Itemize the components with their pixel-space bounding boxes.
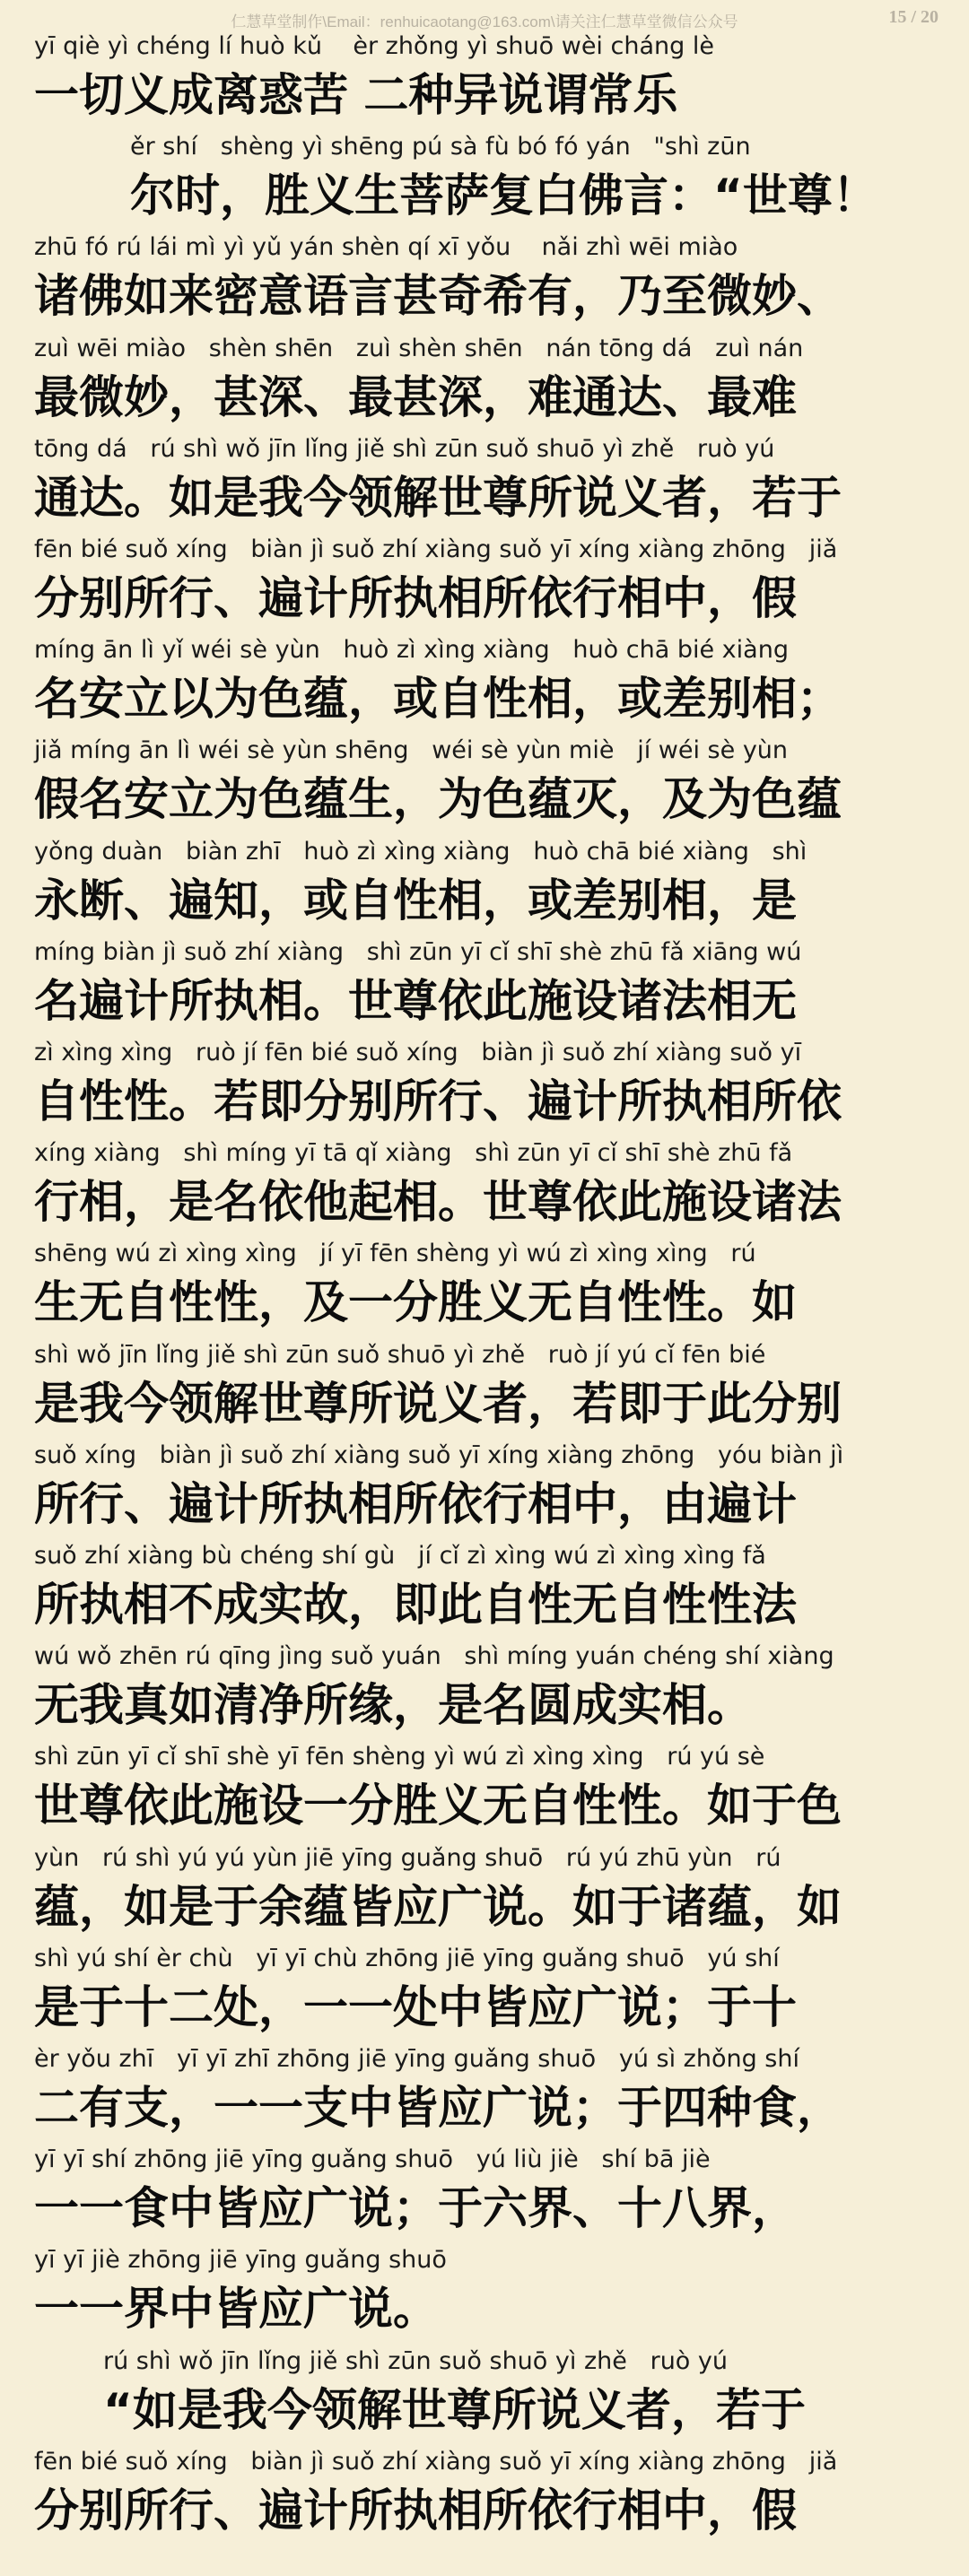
pinyin-line: fēn bié suǒ xíng biàn jì suǒ zhí xiàng suǒ yī xíng xiàng zhōng jiǎ xyxy=(34,2447,838,2476)
text-line xyxy=(34,1739,938,1840)
text-line xyxy=(34,2444,938,2545)
pinyin-line: zuì wēi miào shèn shēn zuì shèn shēn nán tōng dá zuì nán xyxy=(34,334,804,362)
hanzi-line: 所行、遍计所执相所依行相中，由遍计 xyxy=(34,1477,797,1530)
pinyin-line: shì zūn yī cǐ shī shè yī fēn shèng yì wú zì xìng xìng rú yú sè xyxy=(34,1743,765,1771)
hanzi-line: 二有支，一一支中皆应广说；于四种食， xyxy=(34,2082,842,2134)
hanzi-line: 诸佛如来密意语言甚奇希有，乃至微妙、 xyxy=(34,270,842,323)
pinyin-line: yī yī shí zhōng jiē yīng guǎng shuō yú liù jiè shí bā jiè xyxy=(34,2145,711,2174)
pinyin-line: yùn rú shì yú yú yùn jiē yīng guǎng shuō rú yú zhū yùn rú xyxy=(34,1843,781,1872)
pinyin-line: míng biàn jì suǒ zhí xiàng shì zūn yī cǐ shī shè zhū fǎ xiāng wú xyxy=(34,937,802,966)
pinyin-line: shì wǒ jīn lǐng jiě shì zūn suǒ shuō yì zhě ruò jí yú cǐ fēn bié xyxy=(34,1340,766,1369)
hanzi-line: 生无自性性，及一分胜义无自性性。如 xyxy=(34,1276,797,1329)
hanzi-line: 行相，是名依他起相。世尊依此施设诸法 xyxy=(34,1176,842,1229)
hanzi-line: 分别所行、遍计所执相所依行相中，假 xyxy=(34,572,797,624)
text-line xyxy=(34,834,938,935)
pinyin-line: jiǎ míng ān lì wéi sè yùn shēng wéi sè yùn miè jí wéi sè yùn xyxy=(34,736,789,765)
text-line xyxy=(34,733,938,833)
hanzi-line: 假名安立为色蕴生，为色蕴灭，及为色蕴 xyxy=(34,773,842,826)
pinyin-line: rú shì wǒ jīn lǐng jiě shì zūn suǒ shuō yì zhě ruò yú xyxy=(103,2346,729,2375)
hanzi-line: 蕴，如是于余蕴皆应广说。如于诸蕴，如 xyxy=(34,1880,842,1933)
pinyin-line: tōng dá rú shì wǒ jīn lǐng jiě shì zūn suǒ shuō yì zhě ruò yú xyxy=(34,434,775,463)
pinyin-line: zhū fó rú lái mì yì yǔ yán shèn qí xī yǒu nǎi zhì wēi miào xyxy=(34,233,738,262)
pinyin-line: zì xìng xìng ruò jí fēn bié suǒ xíng biàn jì suǒ zhí xiàng suǒ yī xyxy=(34,1039,802,1066)
text-line xyxy=(34,431,938,532)
pinyin-line: xíng xiàng shì míng yī tā qǐ xiàng shì zūn yī cǐ shī shè zhū fǎ xyxy=(34,1139,793,1168)
pinyin-line: yī qiè yì chéng lí huò kǔ èr zhǒng yì shuō wèi cháng lè xyxy=(34,32,714,60)
hanzi-line: 最微妙，甚深、最甚深，难通达、最难 xyxy=(34,370,797,423)
pinyin-line: wú wǒ zhēn rú qīng jìng suǒ yuán shì míng yuán chéng shí xiàng xyxy=(34,1642,834,1671)
pinyin-line: èr yǒu zhī yī yī zhī zhōng jiē yīng guǎng shuō yú sì zhǒng shí xyxy=(34,2045,799,2073)
text-line xyxy=(34,935,938,1035)
text-line xyxy=(130,129,938,230)
hanzi-line: 是我今领解世尊所说义者，若即于此分别 xyxy=(34,1377,842,1430)
hanzi-line: 尔时，胜义生菩萨复白佛言：“世尊！ xyxy=(130,170,877,222)
hanzi-line: 自性性。若即分别所行、遍计所执相所依 xyxy=(34,1075,842,1127)
hanzi-line: 永断、遍知，或自性相，或差别相，是 xyxy=(34,874,797,927)
hanzi-line: “如是我今领解世尊所说义者，若于 xyxy=(103,2383,806,2436)
hanzi-line: 分别所行、遍计所执相所依行相中，假 xyxy=(34,2484,797,2537)
text-line xyxy=(34,2142,938,2242)
hanzi-line: 所执相不成实故，即此自性无自性性法 xyxy=(34,1579,797,1631)
text-line xyxy=(34,1538,938,1639)
hanzi-line: 名安立以为色蕴，或自性相，或差别相； xyxy=(34,673,842,726)
text-line xyxy=(34,1035,938,1136)
text-line xyxy=(34,29,938,129)
text-line xyxy=(34,1941,938,2041)
text-line xyxy=(34,331,938,431)
text-line xyxy=(34,1337,938,1438)
text-line xyxy=(34,632,938,733)
header-watermark-text: 仁慧草堂制作\Email：renhuicaotang@163.com\请关注仁慧草堂微信公众号 xyxy=(231,13,738,30)
pinyin-line: yī yī jiè zhōng jiē yīng guǎng shuō xyxy=(34,2246,447,2275)
pinyin-line: suǒ zhí xiàng bù chéng shí gù jí cǐ zì xìng wú zì xìng xìng fǎ xyxy=(34,1542,766,1570)
page-number: 15 / 20 xyxy=(888,7,938,27)
text-line xyxy=(34,2041,938,2142)
text-line xyxy=(34,1136,938,1236)
text-line xyxy=(34,2242,938,2343)
pinyin-line: míng ān lì yǐ wéi sè yùn huò zì xìng xiàng huò chā bié xiàng xyxy=(34,636,789,665)
pinyin-line: yǒng duàn biàn zhī huò zì xìng xiàng huò chā bié xiàng shì xyxy=(34,837,808,866)
pinyin-line: ěr shí shèng yì shēng pú sà fù bó fó yán "shì zūn xyxy=(130,133,751,161)
pinyin-line: suǒ xíng biàn jì suǒ zhí xiàng suǒ yī xíng xiàng zhōng yóu biàn jì xyxy=(34,1440,844,1469)
text-line xyxy=(34,1639,938,1739)
pinyin-line: fēn bié suǒ xíng biàn jì suǒ zhí xiàng suǒ yī xíng xiàng zhōng jiǎ xyxy=(34,535,838,563)
pinyin-line: shēng wú zì xìng xìng jí yī fēn shèng yì wú zì xìng xìng rú xyxy=(34,1240,756,1268)
hanzi-line: 通达。如是我今领解世尊所说义者，若于 xyxy=(34,471,842,524)
hanzi-line: 一一界中皆应广说。 xyxy=(34,2283,438,2336)
hanzi-line: 无我真如清净所缘，是名圆成实相。 xyxy=(34,1679,752,1732)
text-line xyxy=(34,230,938,330)
pinyin-line: shì yú shí èr chù yī yī chù zhōng jiē yīng guǎng shuō yú shí xyxy=(34,1944,780,1972)
hanzi-line: 是于十二处，一一处中皆应广说；于十 xyxy=(34,1980,797,2033)
hanzi-line: 一切义成离惑苦 二种异说谓常乐 xyxy=(34,69,678,121)
text-line xyxy=(34,1438,938,1538)
text-line xyxy=(34,1841,938,1941)
hanzi-line: 名遍计所执相。世尊依此施设诸法相无 xyxy=(34,974,797,1027)
hanzi-line: 世尊依此施设一分胜义无自性性。如于色 xyxy=(34,1780,842,1832)
hanzi-line: 一一食中皆应广说；于六界、十八界， xyxy=(34,2182,797,2235)
text-line xyxy=(34,1236,938,1336)
text-line xyxy=(34,532,938,632)
text-line xyxy=(103,2344,938,2444)
